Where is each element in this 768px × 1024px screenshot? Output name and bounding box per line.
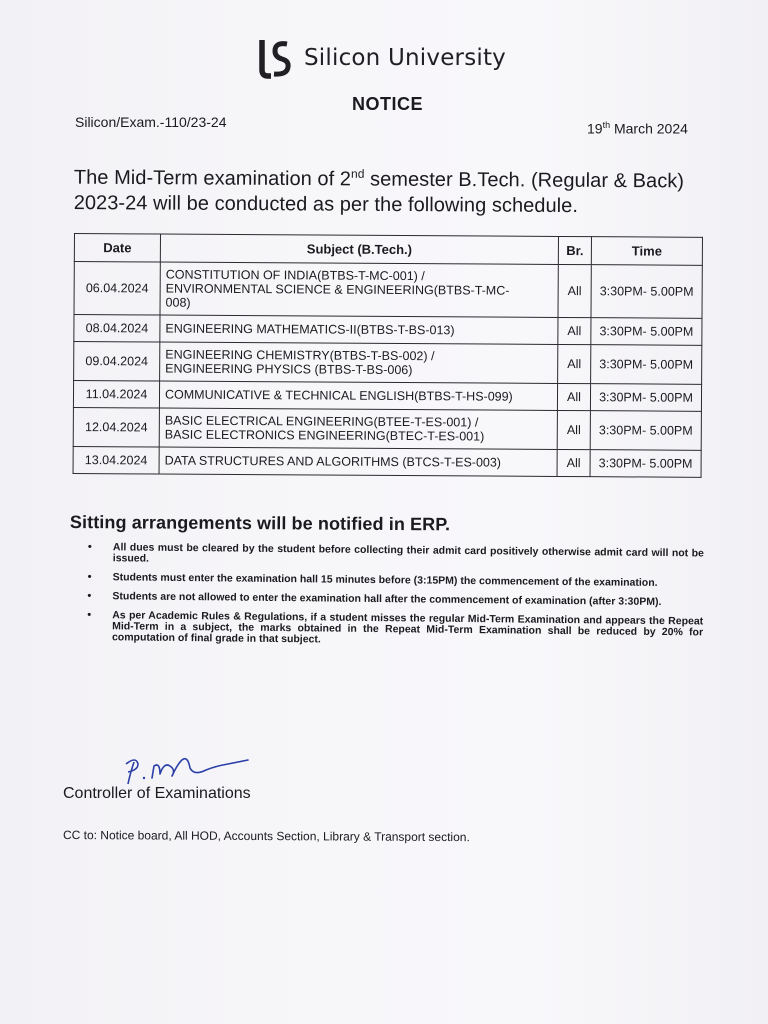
subject-line: ENGINEERING MATHEMATICS-II(BTBS-T-BS-013): [165, 321, 455, 338]
exam-branch: All: [558, 344, 591, 383]
exam-subject: [159, 408, 557, 449]
subject-line: BASIC ELECTRONICS ENGINEERING(BTEC-T-ES-001): [164, 427, 485, 444]
exam-date: 09.04.2024: [74, 342, 160, 382]
exam-branch: All: [557, 383, 590, 410]
table-header-row: [74, 234, 702, 266]
list-item: [87, 610, 703, 649]
rule-text: Students must enter the examination hall 15 minutes before (3:15PM) the commencement of the examination.: [112, 571, 658, 589]
table-row: [73, 407, 701, 450]
rule-text: Students are not allowed to enter the examination hall after the commencement of examination (after 3:30PM).: [112, 590, 662, 609]
exam-schedule-table: [73, 233, 703, 478]
intro-superscript: nd: [351, 166, 365, 181]
exam-date: 08.04.2024: [74, 315, 160, 343]
exam-date: 06.04.2024: [74, 262, 160, 316]
date-suffix: th: [602, 120, 611, 130]
intro-part-2: semester B.Tech. (Regular & Back) 2023-24 will be conducted as per the following schedule.: [73, 168, 685, 217]
date-day: 19: [587, 120, 603, 137]
signatory-title: Controller of Examinations: [63, 785, 251, 802]
exam-branch: All: [557, 410, 590, 449]
rules-list: [87, 542, 704, 657]
exam-subject: [160, 342, 558, 383]
exam-subject: [160, 262, 558, 317]
subject-line: 008): [165, 295, 191, 310]
exam-subject: [159, 447, 557, 476]
table-row: [73, 446, 701, 477]
rule-text: All dues must be cleared by the student before collecting their admit card positively otherwise admit card will not be issued.: [112, 541, 704, 565]
table-row: [74, 342, 702, 385]
sitting-arrangement-note: Sitting arrangements will be notified in ERP.: [69, 512, 451, 535]
table-row: [73, 381, 701, 412]
exam-branch: All: [558, 317, 591, 344]
exam-subject: [160, 315, 558, 344]
bullet-icon: •: [87, 570, 92, 584]
list-item: [88, 542, 704, 570]
column-header-time: Time: [591, 237, 702, 266]
table-row: [74, 262, 702, 319]
column-header-branch: Br.: [558, 236, 591, 264]
exam-time: 3:30PM- 5.00PM: [591, 265, 702, 319]
exam-time: 3:30PM- 5.00PM: [590, 411, 701, 451]
table-row: [74, 315, 702, 346]
signature-mark: [116, 740, 256, 790]
notice-title: NOTICE: [352, 94, 424, 114]
exam-time: 3:30PM- 5.00PM: [590, 384, 701, 412]
silicon-university-logo-icon: [254, 36, 294, 80]
notice-date: [587, 120, 688, 137]
exam-time: 3:30PM- 5.00PM: [590, 450, 701, 478]
exam-branch: All: [557, 449, 590, 476]
list-item: [88, 572, 704, 589]
letterhead: [254, 36, 506, 80]
subject-line: BASIC ELECTRICAL ENGINEERING(BTEE-T-ES-001) /: [164, 413, 479, 430]
subject-line: ENGINEERING PHYSICS (BTBS-T-BS-006): [165, 361, 413, 378]
list-item: [87, 591, 703, 608]
subject-line: DATA STRUCTURES AND ALGORITHMS (BTCS-T-ES-003): [164, 453, 502, 470]
cc-line: CC to: Notice board, All HOD, Accounts Section, Library & Transport section.: [62, 828, 470, 845]
exam-subject: [159, 381, 557, 410]
intro-part-1: The Mid-Term examination of 2: [73, 166, 352, 191]
subject-line: COMMUNICATIVE & TECHNICAL ENGLISH(BTBS-T-HS-099): [164, 387, 513, 404]
intro-paragraph: [74, 160, 724, 220]
subject-line: CONSTITUTION OF INDIA(BTBS-T-MC-001) /: [165, 267, 425, 284]
bullet-icon: •: [87, 608, 92, 622]
reference-number: Silicon/Exam.-110/23-24: [75, 114, 227, 130]
exam-date: 11.04.2024: [73, 381, 159, 409]
exam-time: 3:30PM- 5.00PM: [591, 345, 702, 385]
column-header-date: Date: [74, 234, 160, 263]
column-header-subject: Subject (B.Tech.): [160, 234, 558, 264]
exam-date: 12.04.2024: [73, 407, 159, 447]
subject-line: ENGINEERING CHEMISTRY(BTBS-T-BS-002) /: [165, 347, 435, 364]
exam-time: 3:30PM- 5.00PM: [591, 318, 702, 346]
exam-branch: All: [558, 264, 591, 317]
rule-text: As per Academic Rules & Regulations, if a student misses the regular Mid-Term Examination and appears the Repeat Mid-Term in a subject, the marks obtained in the Repeat Mid-Term Examination shall be reduced by 20% for computation of final grade in that subject.: [111, 609, 704, 646]
bullet-icon: •: [87, 541, 92, 554]
subject-line: ENVIRONMENTAL SCIENCE & ENGINEERING(BTBS-T-MC-: [165, 281, 510, 298]
date-month-year: March 2024: [613, 120, 688, 137]
bullet-icon: •: [87, 589, 92, 603]
university-name: Silicon University: [304, 45, 506, 71]
exam-date: 13.04.2024: [73, 446, 159, 474]
